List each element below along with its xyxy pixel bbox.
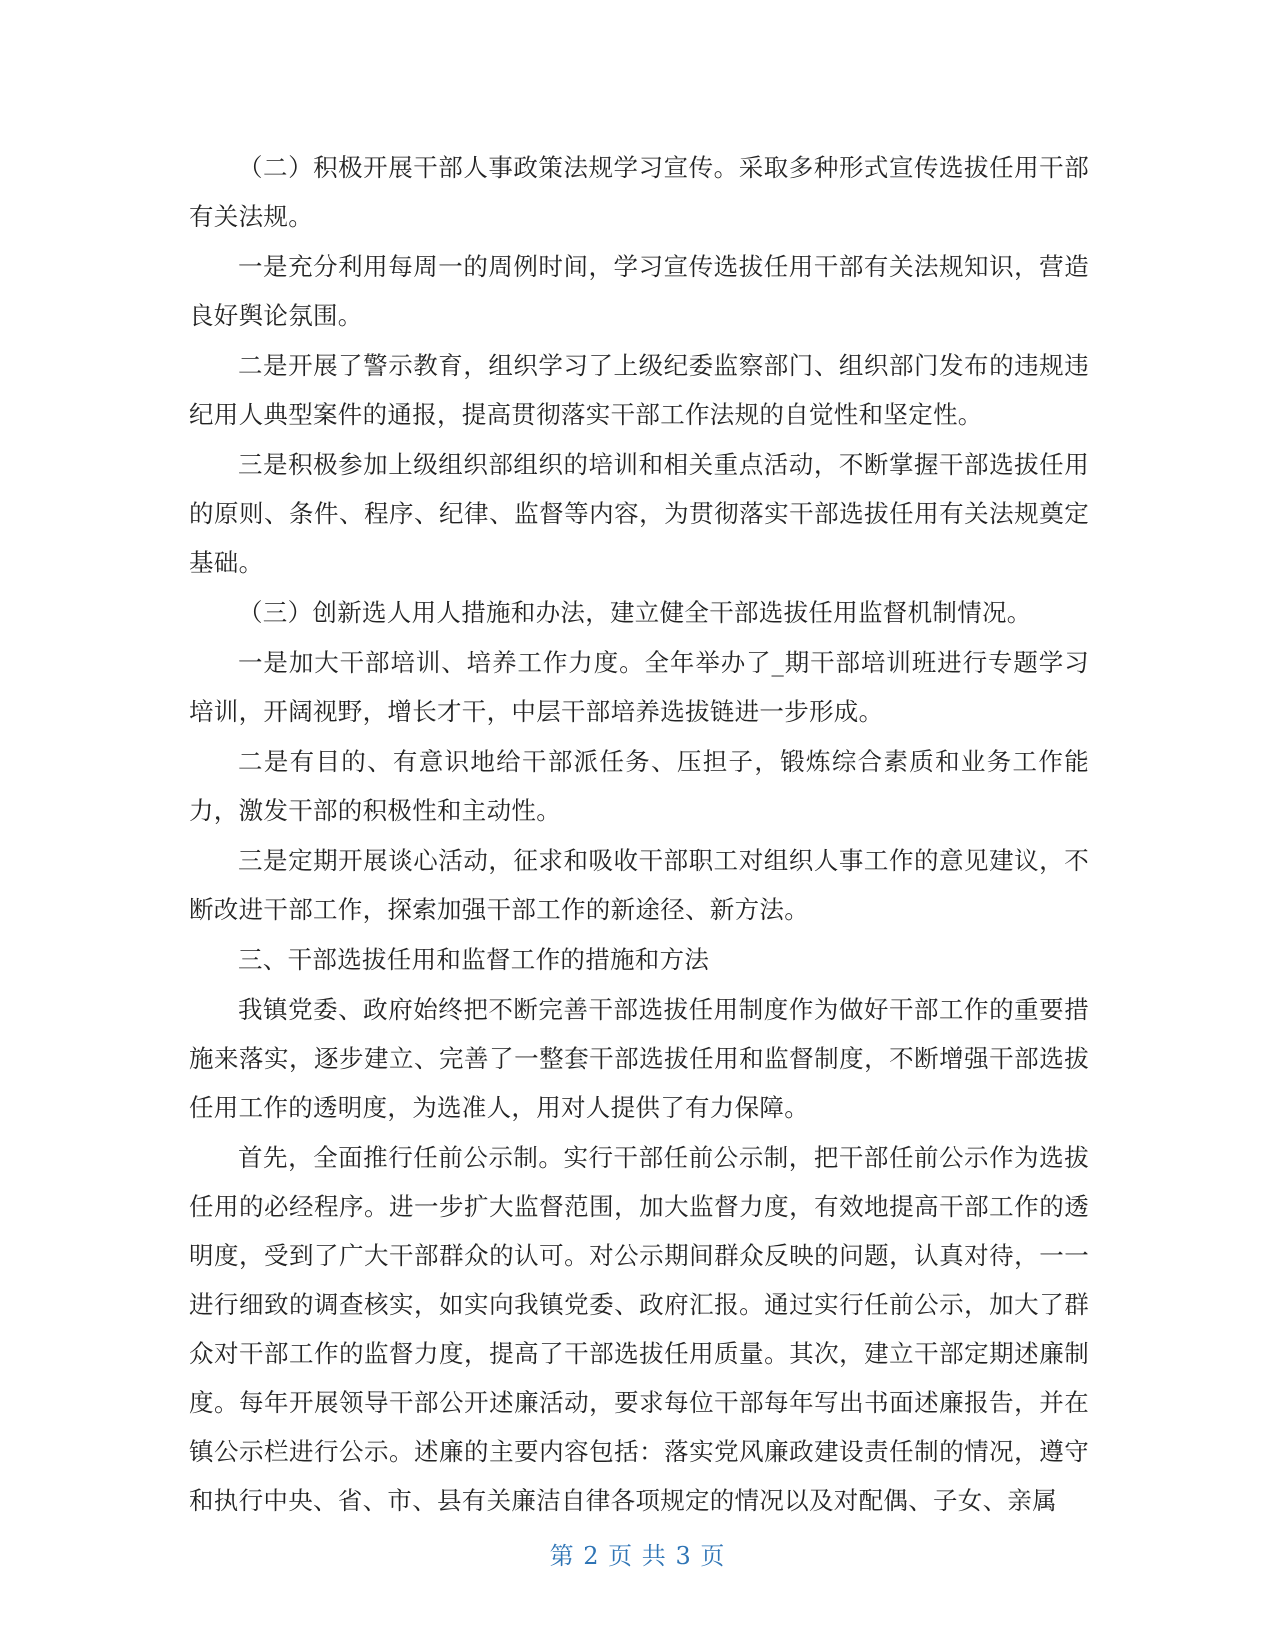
paragraph: 我镇党委、政府始终把不断完善干部选拔任用制度作为做好干部工作的重要措施来落实，逐步建立、完善了一整套干部选拔任用和监督制度，不断增强干部选拔任用工作的透明度，为选准人，用对人提供了有力保障。 bbox=[189, 995, 1089, 1122]
paragraph: 三是定期开展谈心活动，征求和吸收干部职工对组织人事工作的意见建议，不断改进干部工作，探索加强干部工作的新途径、新方法。 bbox=[189, 846, 1089, 924]
page-footer bbox=[0, 1538, 1275, 1574]
paragraph: （二）积极开展干部人事政策法规学习宣传。采取多种形式宣传选拔任用干部有关法规。 bbox=[189, 153, 1089, 231]
paragraph: 首先，全面推行任前公示制。实行干部任前公示制，把干部任前公示作为选拔任用的必经程序。进一步扩大监督范围，加大监督力度，有效地提高干部工作的透明度，受到了广大干部群众的认可。对公示期间群众反映的问题，认真对待，一一进行细致的调查核实，如实向我镇党委、政府汇报。通过实行任前公示，加大了群众对干部工作的监督力度，提高了干部选拔任用质量。其次，建立干部定期述廉制度。每年开展领导干部公开述廉活动，要求每位干部每年写出书面述廉报告，并在镇公示栏进行公示。述廉的主要内容包括：落实党风廉政建设责任制的情况，遵守和执行中央、省、市、县有关廉洁自律各项规定的情况以及对配偶、子女、亲属 bbox=[189, 1143, 1089, 1515]
document-body bbox=[189, 143, 1089, 1526]
page-number: 第 2 页 共 3 页 bbox=[549, 1542, 726, 1570]
paragraph: 一是加大干部培训、培养工作力度。全年举办了_期干部培训班进行专题学习培训，开阔视野，增长才干，中层干部培养选拔链进一步形成。 bbox=[189, 648, 1089, 726]
section-heading: 三、干部选拔任用和监督工作的措施和方法 bbox=[238, 945, 710, 974]
paragraph: 三是积极参加上级组织部组织的培训和相关重点活动，不断掌握干部选拔任用的原则、条件、程序、纪律、监督等内容，为贯彻落实干部选拔任用有关法规奠定基础。 bbox=[189, 450, 1089, 577]
paragraph: 一是充分利用每周一的周例时间，学习宣传选拔任用干部有关法规知识，营造良好舆论氛围。 bbox=[189, 252, 1089, 330]
paragraph: 二是有目的、有意识地给干部派任务、压担子，锻炼综合素质和业务工作能力，激发干部的积极性和主动性。 bbox=[189, 747, 1089, 825]
paragraph: 二是开展了警示教育，组织学习了上级纪委监察部门、组织部门发布的违规违纪用人典型案件的通报，提高贯彻落实干部工作法规的自觉性和坚定性。 bbox=[189, 351, 1089, 429]
paragraph: （三）创新选人用人措施和办法，建立健全干部选拔任用监督机制情况。 bbox=[238, 598, 1032, 627]
